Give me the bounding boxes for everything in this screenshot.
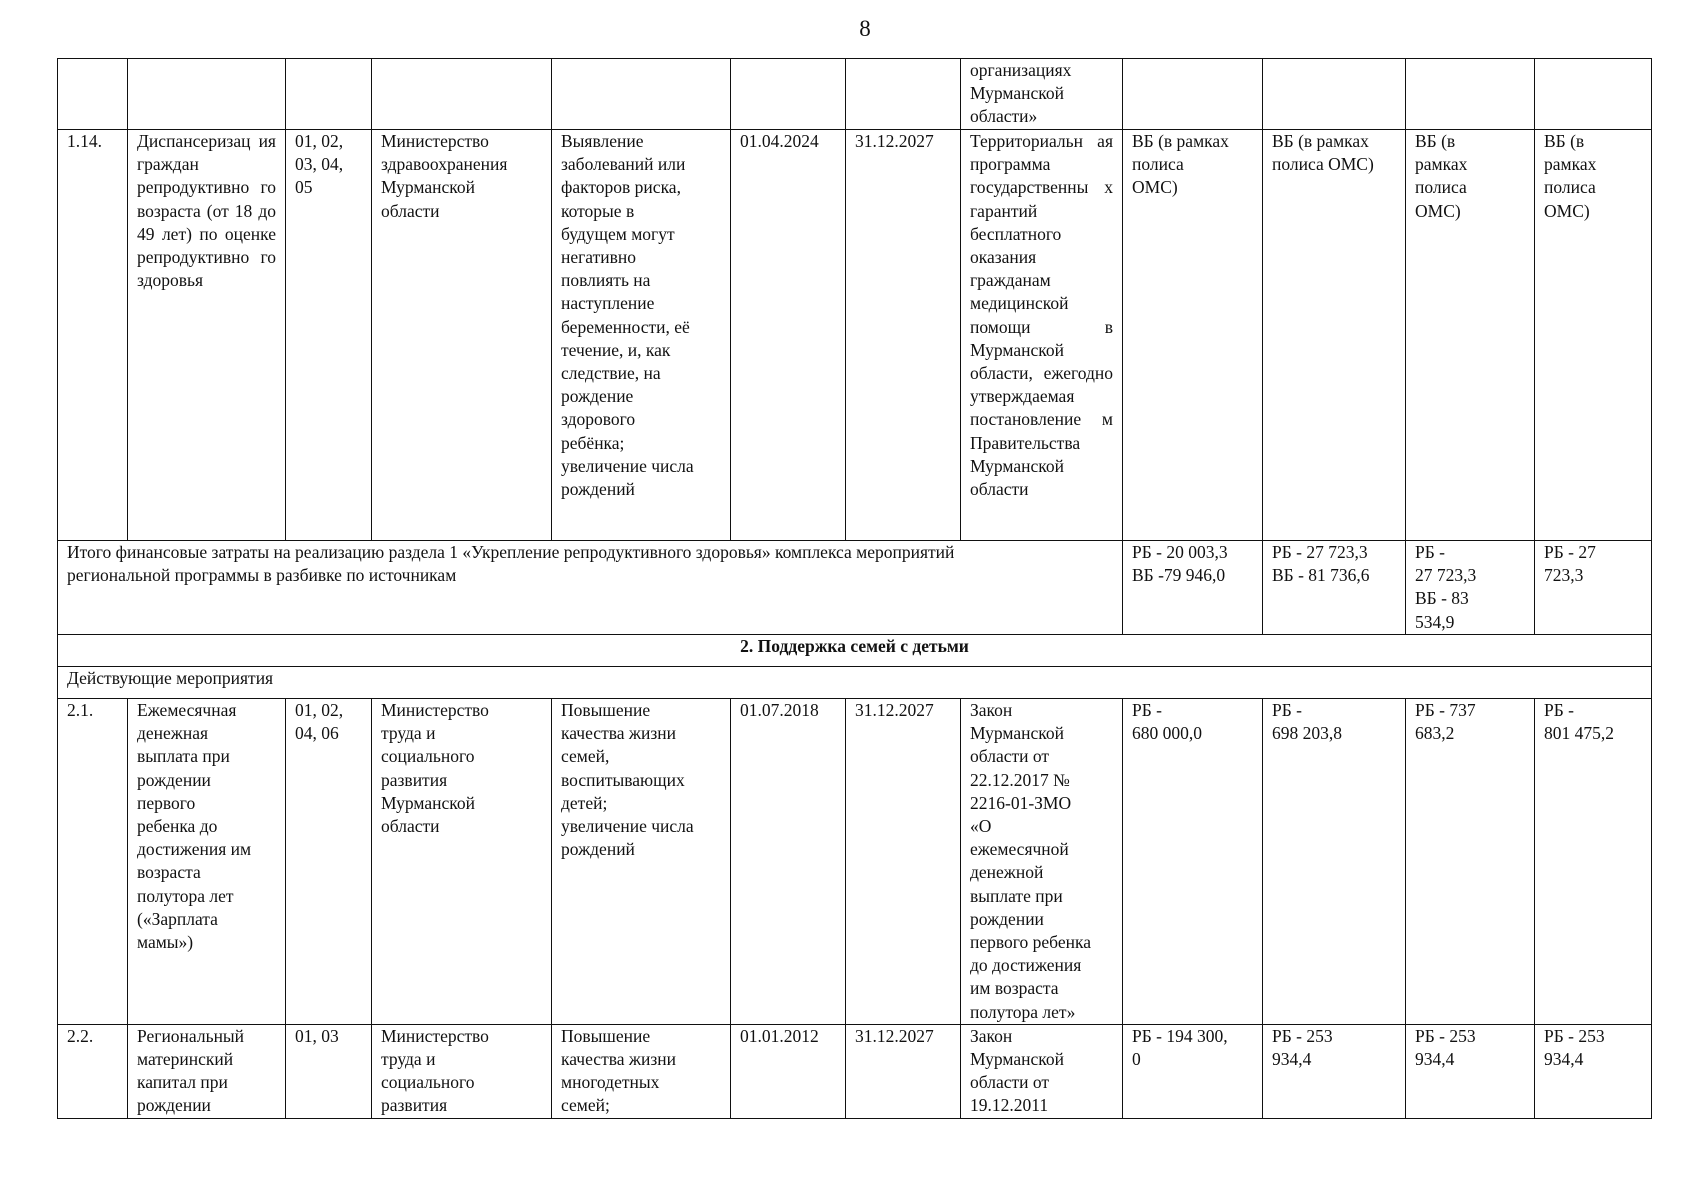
table-row [58,1024,1652,1118]
subheading: Действующие мероприятия [58,667,1652,699]
cell-finance-2: ВБ (в рамках полиса ОМС) [1263,130,1406,541]
cell-finance-4: РБ - 27 723,3 [1535,541,1652,635]
cell-finance-4: РБ - 253 934,4 [1535,1024,1652,1118]
cell-tasks: 01, 02, 04, 06 [286,699,372,1025]
table-row [58,130,1652,541]
cell-executor: Министерство труда и социального развития [372,1024,552,1118]
cell-finance-4 [1535,59,1652,130]
cell-finance-3: РБ - 27 723,3 ВБ - 83 534,9 [1406,541,1535,635]
table-row-total [58,541,1652,635]
cell-start: 01.01.2012 [731,1024,846,1118]
cell-num: 1.14. [58,130,128,541]
cell-finance-3: ВБ (в рамках полиса ОМС) [1406,130,1535,541]
cell-finance-3: РБ - 253 934,4 [1406,1024,1535,1118]
cell-tasks: 01, 02, 03, 04, 05 [286,130,372,541]
cell-name: Диспансеризац ия граждан репродуктивно го возраста (от 18 до 49 лет) по оценке репродуктивно го здоровья [128,130,286,541]
cell-finance-2: РБ - 698 203,8 [1263,699,1406,1025]
cell-tasks [286,59,372,130]
cell-document: организациях Мурманской области» [961,59,1123,130]
cell-finance-3 [1406,59,1535,130]
cell-document: Территориальн ая программа государственны х гарантий бесплатного оказания гражданам медицинской помощи в Мурманской области, ежегодно утверждаемая постановление м Правительства Мурманской области [961,130,1123,541]
subheading-row [58,667,1652,699]
cell-num: 2.2. [58,1024,128,1118]
cell-result [552,59,731,130]
cell-executor [372,59,552,130]
cell-num [58,59,128,130]
cell-finance-1: РБ - 194 300, 0 [1123,1024,1263,1118]
cell-finance-1: РБ - 680 000,0 [1123,699,1263,1025]
page-number: 8 [859,16,871,41]
cell-num: 2.1. [58,699,128,1025]
cell-end: 31.12.2027 [846,1024,961,1118]
cell-name: Региональный материнский капитал при рождении [128,1024,286,1118]
cell-finance-3: РБ - 737 683,2 [1406,699,1535,1025]
section-title: 2. Поддержка семей с детьми [58,635,1652,667]
cell-start: 01.07.2018 [731,699,846,1025]
cell-start: 01.04.2024 [731,130,846,541]
measures-table [57,58,1652,1119]
cell-finance-2: РБ - 27 723,3 ВБ - 81 736,6 [1263,541,1406,635]
cell-result: Выявление заболеваний или факторов риска, которые в будущем могут негативно повлиять на наступление беременности, её течение, и, как следствие, на рождение здорового ребёнка; увеличение числа рождений [552,130,731,541]
cell-name [128,59,286,130]
cell-finance-4: ВБ (в рамках полиса ОМС) [1535,130,1652,541]
cell-finance-4: РБ - 801 475,2 [1535,699,1652,1025]
cell-end: 31.12.2027 [846,130,961,541]
cell-executor: Министерство труда и социального развития Мурманской области [372,699,552,1025]
cell-finance-1 [1123,59,1263,130]
cell-start [731,59,846,130]
cell-result: Повышение качества жизни семей, воспитывающих детей; увеличение числа рождений [552,699,731,1025]
cell-finance-1: РБ - 20 003,3 ВБ -79 946,0 [1123,541,1263,635]
section-row [58,635,1652,667]
cell-executor: Министерство здравоохранения Мурманской области [372,130,552,541]
cell-result: Повышение качества жизни многодетных семей; [552,1024,731,1118]
cell-end [846,59,961,130]
table-row [58,699,1652,1025]
table-row [58,59,1652,130]
cell-document: Закон Мурманской области от 22.12.2017 № 2216-01-ЗМО «О ежемесячной денежной выплате при рождении первого ребенка до достижения им возраста полутора лет» [961,699,1123,1025]
cell-tasks: 01, 03 [286,1024,372,1118]
cell-end: 31.12.2027 [846,699,961,1025]
total-label: Итого финансовые затраты на реализацию раздела 1 «Укрепление репродуктивного здоровья» комплекса мероприятий региональной программы в разбивке по источникам [58,541,1123,635]
cell-finance-2 [1263,59,1406,130]
cell-finance-2: РБ - 253 934,4 [1263,1024,1406,1118]
cell-document: Закон Мурманской области от 19.12.2011 [961,1024,1123,1118]
cell-finance-1: ВБ (в рамках полиса ОМС) [1123,130,1263,541]
cell-name: Ежемесячная денежная выплата при рождении первого ребенка до достижения им возраста полутора лет («Зарплата мамы») [128,699,286,1025]
